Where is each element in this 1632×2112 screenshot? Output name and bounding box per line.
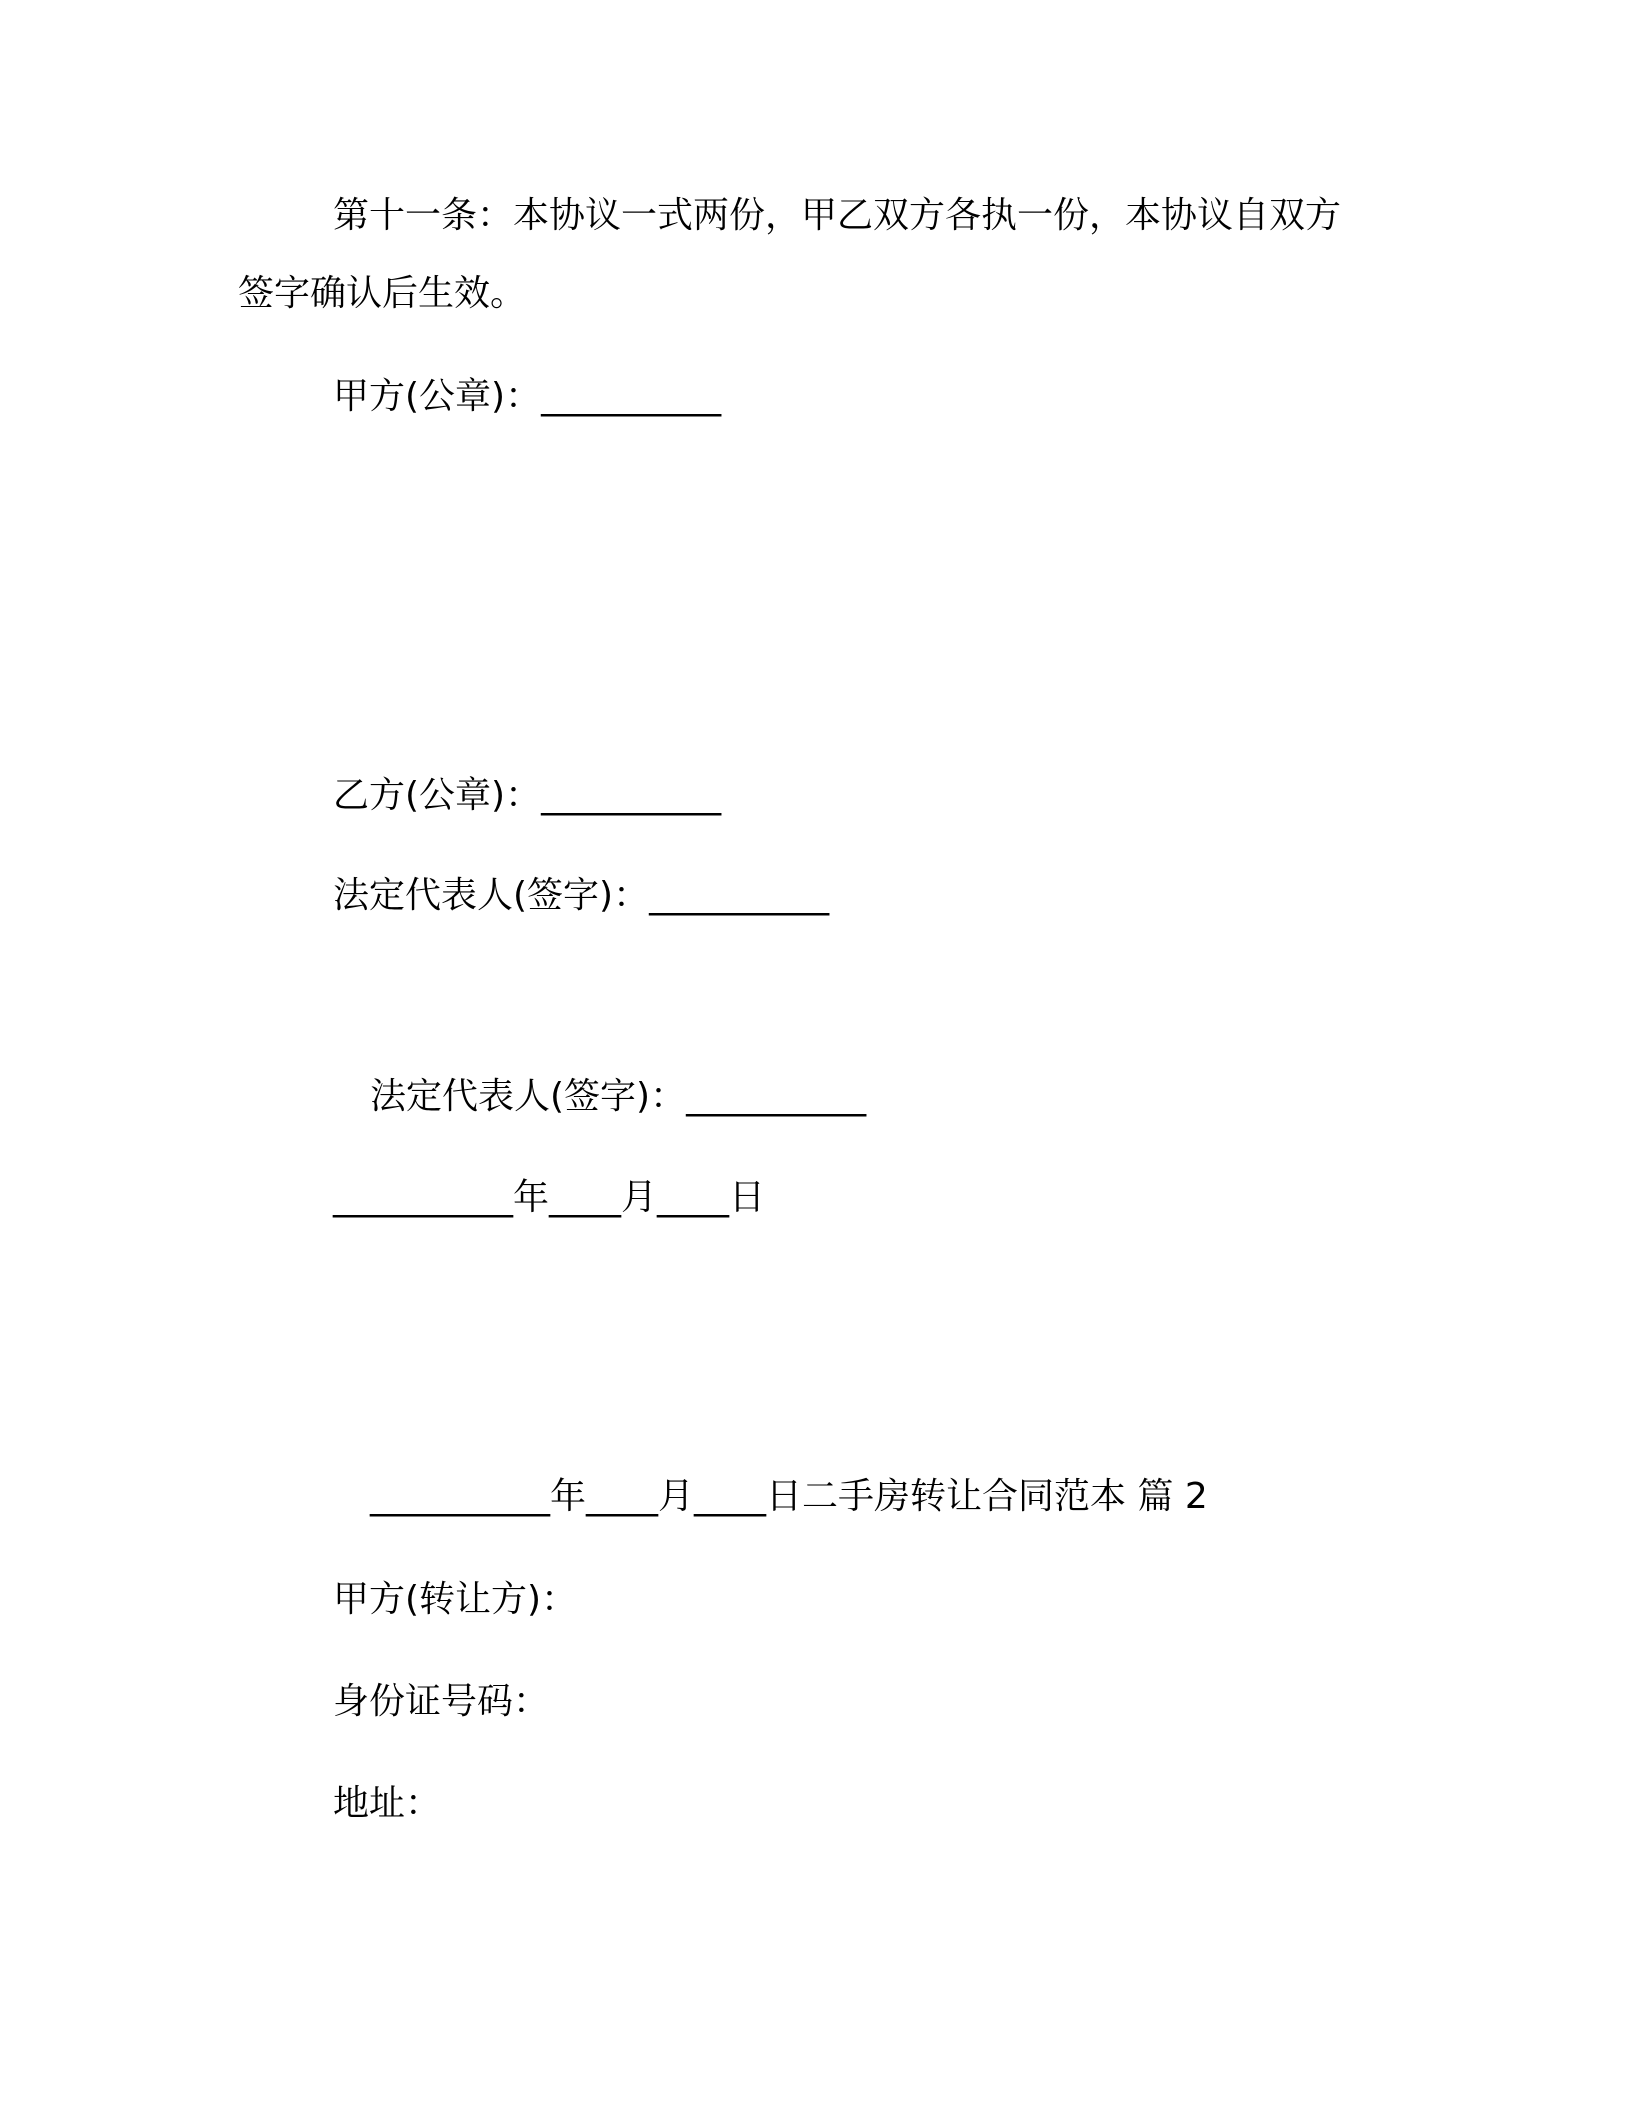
- party-b-seal-line: 乙方(公章)：__________: [333, 775, 722, 816]
- legal-representative-line-1: 法定代表人(签字)：__________: [333, 875, 830, 916]
- party-a-seal-line: 甲方(公章)：__________: [333, 376, 722, 417]
- date-line: __________年____月____日: [333, 1177, 765, 1218]
- legal-representative-line-2: 法定代表人(签字)：__________: [370, 1076, 867, 1117]
- article-11-line-2: 签字确认后生效。: [238, 273, 527, 314]
- article-11-line-1: 第十一条：本协议一式两份，甲乙双方各执一份，本协议自双方: [333, 195, 1342, 236]
- transferor-field: 甲方(转让方)：: [333, 1579, 578, 1620]
- address-field: 地址：: [333, 1783, 442, 1824]
- id-number-field: 身份证号码：: [333, 1681, 550, 1722]
- section-heading-2: __________年____月____日二手房转让合同范本 篇 2: [370, 1476, 1208, 1517]
